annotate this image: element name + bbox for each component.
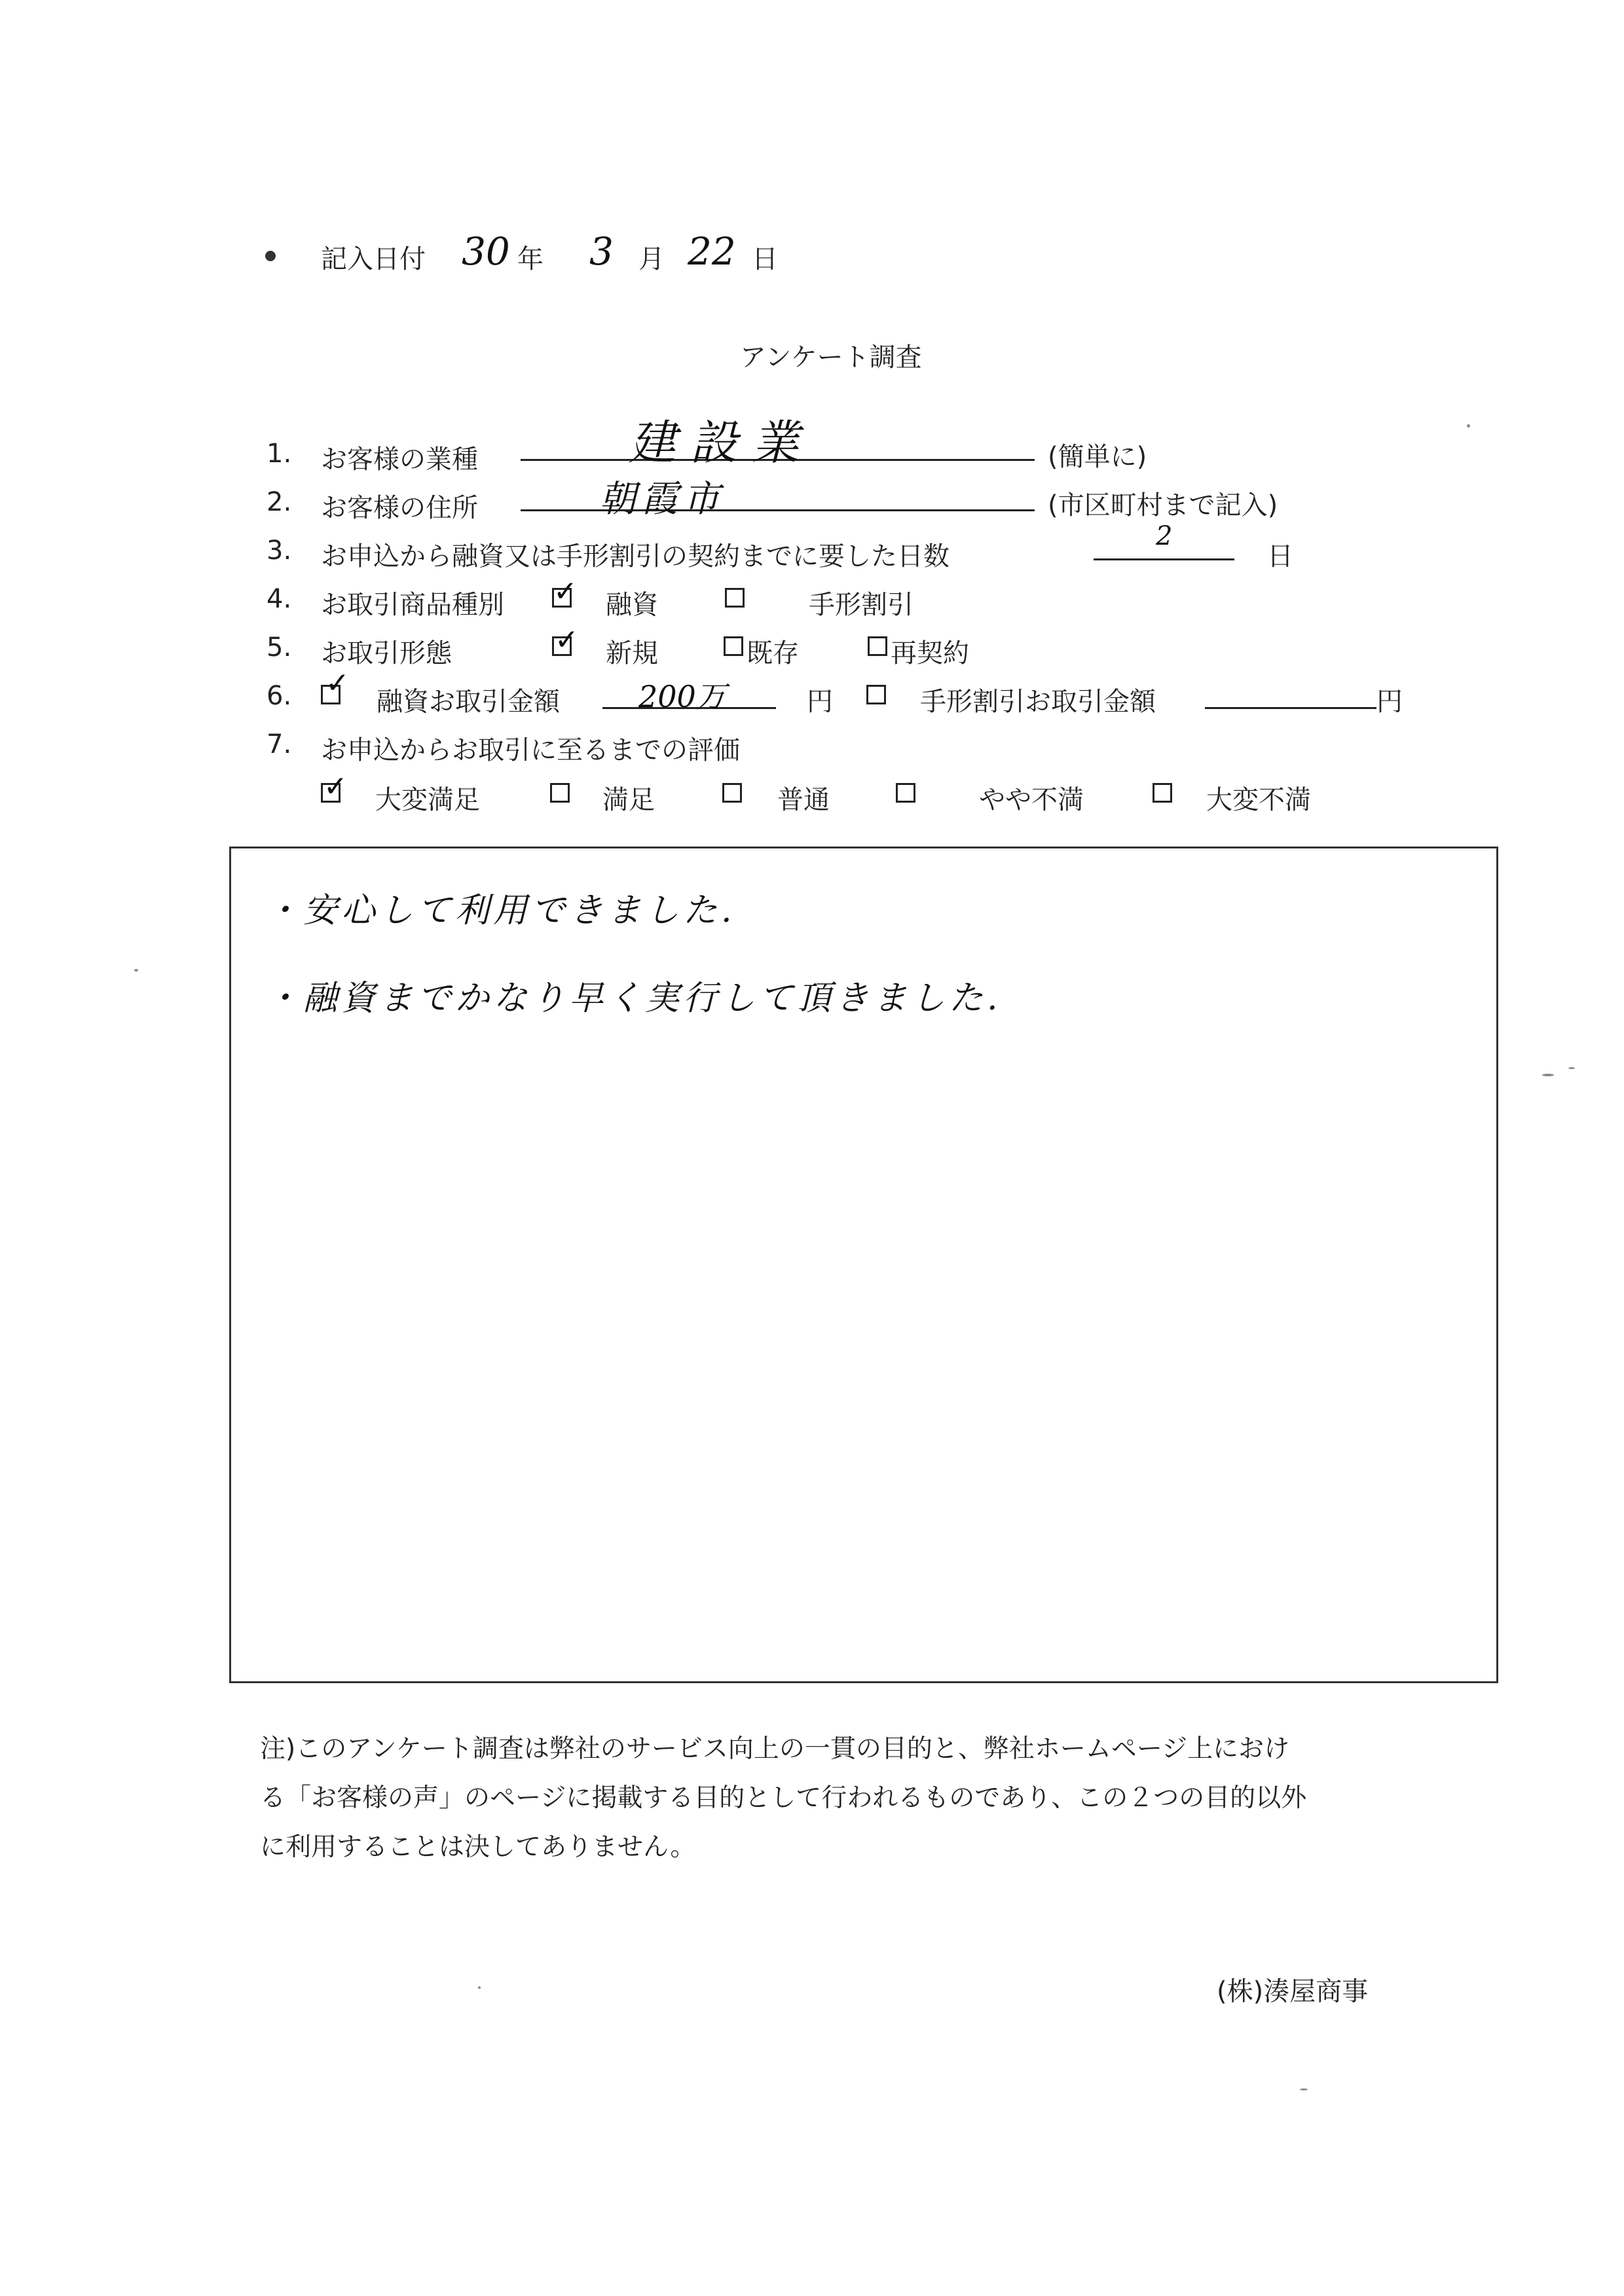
q5-number: 5. <box>267 632 292 663</box>
page-title: アンケート調査 <box>740 342 922 373</box>
q3-answer-line <box>1094 558 1234 560</box>
q1-number: 1. <box>267 439 292 469</box>
q6-loan-unit: 円 <box>807 687 833 717</box>
scan-speck <box>134 969 138 972</box>
q7-option-very-dissatisfied-checkbox[interactable] <box>1153 783 1172 803</box>
q5-option-existing-label: 既存 <box>747 638 799 668</box>
q4-option-loan-label: 融資 <box>606 590 658 620</box>
q6-bill-unit: 円 <box>1376 687 1403 717</box>
q2-number: 2. <box>267 487 292 517</box>
comment-line-1: ・安心して利用できました. <box>265 891 736 930</box>
q6-bill-amount-line <box>1205 707 1376 709</box>
q3-number: 3. <box>267 536 292 566</box>
q3-unit: 日 <box>1267 541 1293 572</box>
check-mark-icon: ✓ <box>323 770 348 803</box>
check-mark-icon: ✓ <box>553 575 578 608</box>
q4-label: お取引商品種別 <box>321 590 504 620</box>
q3-answer: 2 <box>1156 521 1173 551</box>
q2-answer: 朝霞市 <box>599 478 725 520</box>
check-mark-icon: ✓ <box>555 623 579 657</box>
q6-bill-label: 手形割引お取引金額 <box>920 687 1156 717</box>
q7-option-very-dissatisfied-label: 大変不満 <box>1206 785 1311 815</box>
q1-label: お客様の業種 <box>321 445 478 475</box>
q4-option-bill-label: 手形割引 <box>809 590 913 620</box>
scan-speck <box>1568 1067 1575 1069</box>
q6-number: 6. <box>267 681 292 711</box>
q5-option-recontract-checkbox[interactable] <box>868 636 887 656</box>
q3-label: お申込から融資又は手形割引の契約までに要した日数 <box>321 541 950 572</box>
comment-line-2: ・融資までかなり早く実行して頂きました. <box>265 979 1002 1018</box>
q5-label: お取引形態 <box>321 638 452 668</box>
q5-option-existing-checkbox[interactable] <box>724 636 743 656</box>
date-year-value: 30 <box>462 229 510 274</box>
scan-speck <box>478 1986 481 1989</box>
q7-option-neutral-checkbox[interactable] <box>722 783 742 803</box>
check-mark-icon: ✓ <box>325 666 350 700</box>
q4-number: 4. <box>267 584 292 614</box>
date-year-unit: 年 <box>517 244 544 274</box>
q7-option-very-satisfied-label: 大変満足 <box>375 785 480 815</box>
q6-loan-label: 融資お取引金額 <box>377 687 560 717</box>
q2-answer-line <box>521 509 1035 511</box>
note-line-1: 注)このアンケート調査は弊社のサービス向上の一貫の目的と、弊社ホームページ上におけ <box>260 1734 1290 1764</box>
scan-speck <box>1542 1074 1554 1076</box>
date-month-value: 3 <box>589 229 614 274</box>
q2-label: お客様の住所 <box>321 493 478 523</box>
q6-loan-amount: 200万 <box>638 679 726 714</box>
q7-option-satisfied-checkbox[interactable] <box>550 783 570 803</box>
q5-option-new-label: 新規 <box>606 638 658 668</box>
q1-note: (簡単に) <box>1048 442 1147 472</box>
q2-note: (市区町村まで記入) <box>1048 490 1278 520</box>
q7-option-neutral-label: 普通 <box>777 785 830 815</box>
date-label: 記入日付 <box>321 244 426 274</box>
q6-bill-checkbox[interactable] <box>866 685 886 704</box>
q5-option-recontract-label: 再契約 <box>891 638 969 668</box>
note-line-2: る「お客様の声」のページに掲載する目的として行われるものであり、この２つの目的以外 <box>260 1783 1307 1813</box>
date-month-unit: 月 <box>638 244 665 274</box>
q7-option-somewhat-dissatisfied-checkbox[interactable] <box>896 783 915 803</box>
scan-speck <box>1300 2088 1308 2090</box>
q1-answer: 建設業 <box>629 415 814 470</box>
q7-label: お申込からお取引に至るまでの評価 <box>321 735 740 765</box>
date-day-value: 22 <box>688 229 736 274</box>
q7-number: 7. <box>267 729 292 759</box>
q7-option-somewhat-dissatisfied-label: やや不満 <box>979 785 1084 815</box>
q4-option-bill-checkbox[interactable] <box>725 588 745 608</box>
company-name: (株)湊屋商事 <box>1217 1977 1369 2007</box>
header-bullet <box>265 251 276 261</box>
q7-option-satisfied-label: 満足 <box>602 785 655 815</box>
scan-speck <box>1467 424 1470 428</box>
date-day-unit: 日 <box>752 244 778 274</box>
note-line-3: に利用することは決してありません。 <box>260 1832 696 1862</box>
